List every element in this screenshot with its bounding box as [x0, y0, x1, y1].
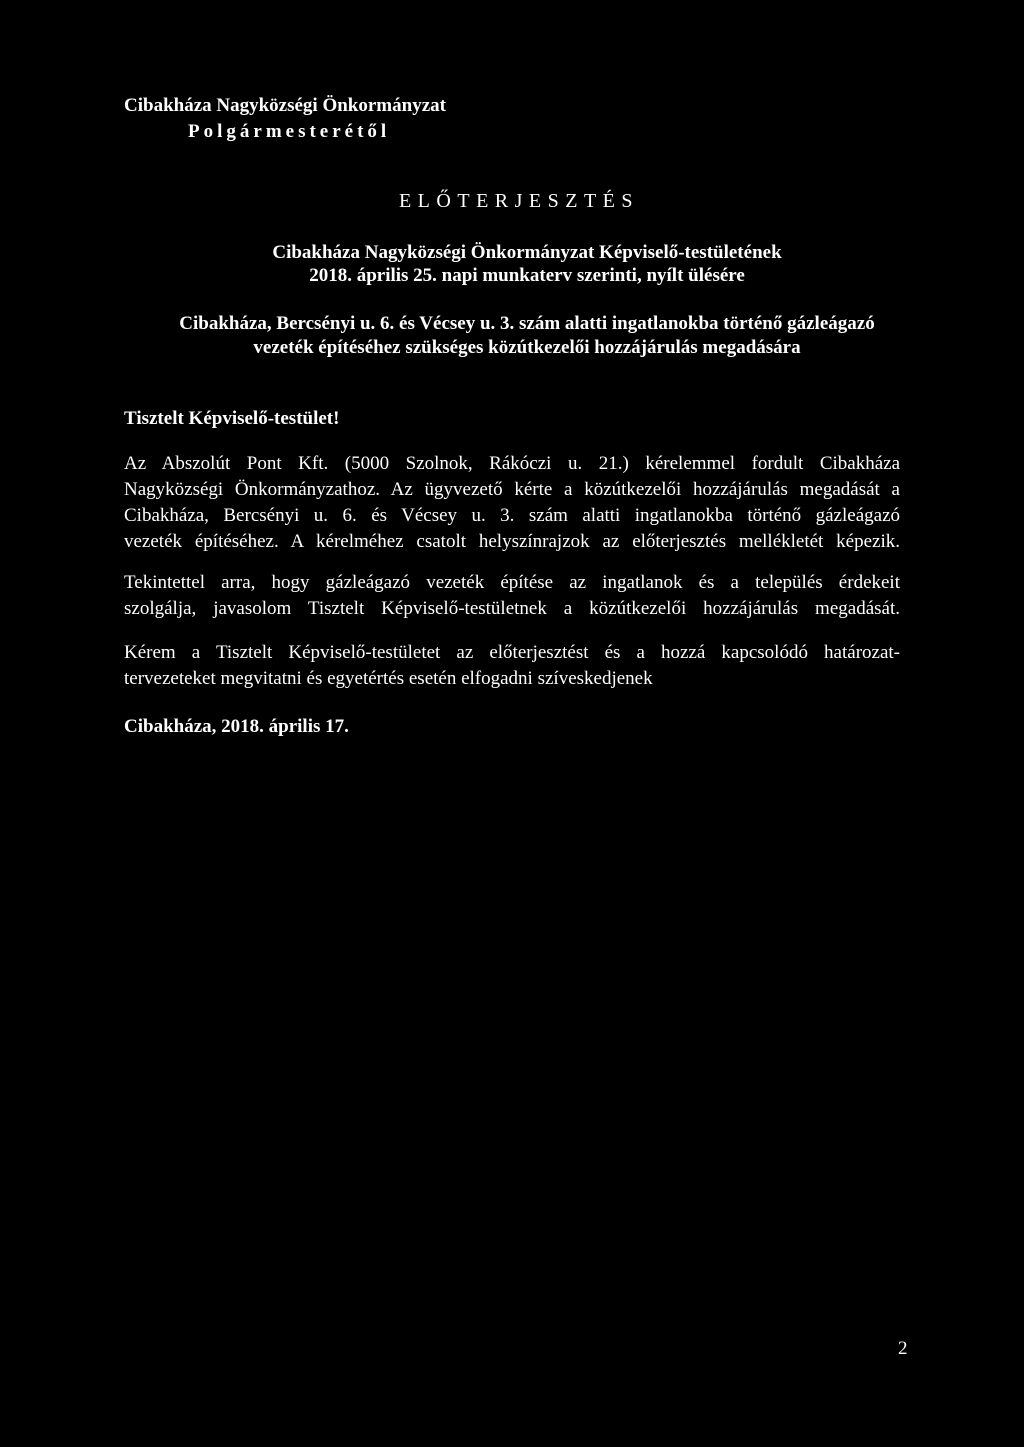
subject-line-1: Cibakháza, Bercsényi u. 6. és Vécsey u. 3. szám alatti ingatlanokba történő gázleágazó	[179, 313, 875, 334]
document-title: ELŐTERJESZTÉS	[398, 190, 640, 212]
paragraph-line: vezeték építéséhez. A kérelméhez csatolt helyszínrajzok az előterjesztés mellékletét képezik.	[124, 531, 900, 552]
date-line: Cibakháza, 2018. április 17.	[124, 716, 349, 737]
paragraph-recommendation	[124, 570, 900, 622]
page-number: 2	[898, 1338, 908, 1359]
subject-line-2: vezeték építéséhez szükséges közútkezelői hozzájárulás megadására	[253, 337, 801, 358]
paragraph-request	[124, 451, 900, 555]
paragraph-line: Kérem a Tisztelt Képviselő-testületet az előterjesztést és a hozzá kapcsolódó határozat-	[124, 642, 900, 663]
salutation: Tisztelt Képviselő-testület!	[124, 408, 340, 429]
title-line-2: 2018. április 25. napi munkaterv szerinti, nyílt ülésére	[309, 265, 745, 286]
header-org: Cibakháza Nagyközségi Önkormányzat	[124, 95, 446, 116]
paragraph-line: Tekintettel arra, hogy gázleágazó vezeték építése az ingatlanok és a település érdekeit	[124, 572, 900, 593]
paragraph-line: tervezeteket megvitatni és egyetértés esetén elfogadni szíveskedjenek	[124, 668, 653, 689]
paragraph-line: Cibakháza, Bercsényi u. 6. és Vécsey u. 3. szám alatti ingatlanokba történő gázleágazó	[124, 505, 900, 526]
paragraph-line: szolgálja, javasolom Tisztelt Képviselő-testületnek a közútkezelői hozzájárulás megadását.	[124, 598, 900, 619]
paragraph-line: Az Abszolút Pont Kft. (5000 Szolnok, Rákóczi u. 21.) kérelemmel fordult Cibakháza	[124, 453, 900, 474]
paragraph-request-vote	[124, 640, 900, 692]
title-line-1: Cibakháza Nagyközségi Önkormányzat Képviselő-testületének	[272, 242, 782, 263]
header-office: Polgármesterétől	[188, 121, 391, 142]
paragraph-line: Nagyközségi Önkormányzathoz. Az ügyvezető kérte a közútkezelői hozzájárulás megadását a	[124, 479, 900, 500]
